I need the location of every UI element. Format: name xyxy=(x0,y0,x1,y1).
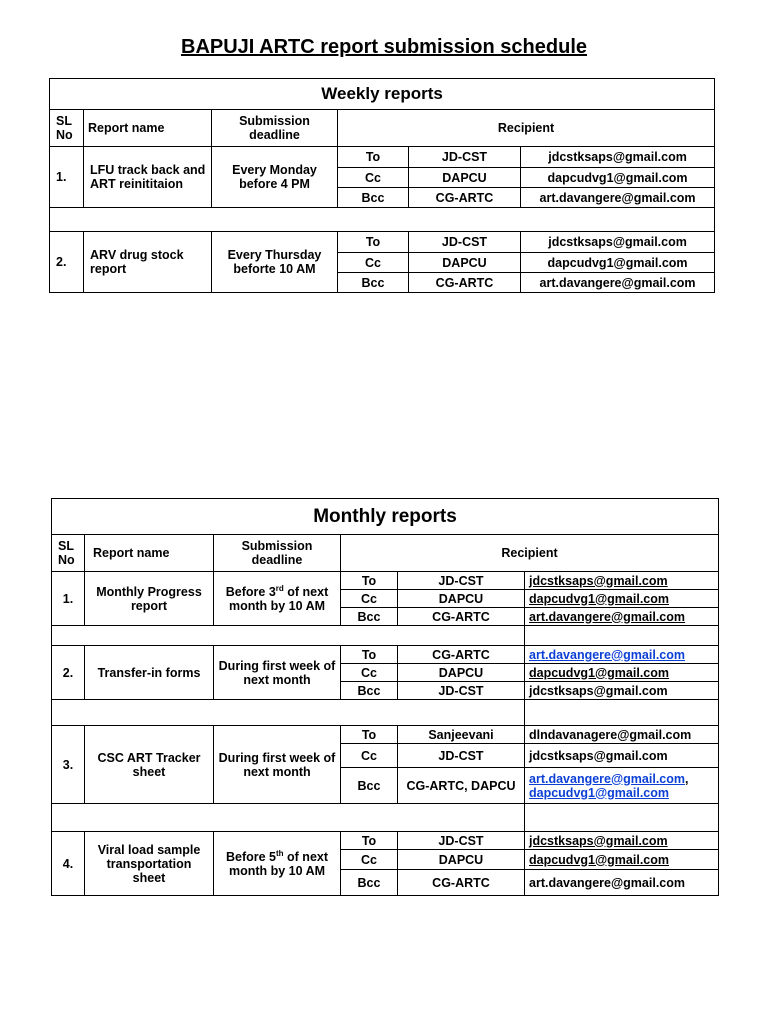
recipient-org: CG-ARTC xyxy=(409,273,521,293)
recipient-type: Cc xyxy=(341,744,398,768)
recipient-org: JD-CST xyxy=(398,832,525,850)
recipient-org: JD-CST xyxy=(409,147,521,168)
header-report-name: Report name xyxy=(84,110,212,147)
header-report-name: Report name xyxy=(85,535,214,572)
recipient-org: JD-CST xyxy=(398,572,525,590)
recipient-type: To xyxy=(341,726,398,744)
recipient-org: CG-ARTC, DAPCU xyxy=(398,768,525,804)
recipient-type: To xyxy=(341,572,398,590)
sl-number: 1. xyxy=(52,572,85,626)
spacer-row xyxy=(52,700,525,726)
recipient-type: Cc xyxy=(341,664,398,682)
deadline-ordinal: rd xyxy=(275,583,284,593)
recipient-org: DAPCU xyxy=(398,850,525,870)
recipient-email[interactable]: dapcudvg1@gmail.com xyxy=(525,850,719,870)
submission-deadline: During first week of next month xyxy=(214,726,341,804)
recipient-email[interactable]: art.davangere@gmail.com xyxy=(525,646,719,664)
deadline-ordinal: th xyxy=(276,848,284,858)
header-sl-no: SL No xyxy=(50,110,84,147)
spacer-row xyxy=(50,208,715,232)
recipient-type: To xyxy=(338,147,409,168)
recipient-type: Bcc xyxy=(341,608,398,626)
recipient-type: Cc xyxy=(341,850,398,870)
recipient-email-list xyxy=(525,768,719,804)
recipient-email[interactable]: art.davangere@gmail.com xyxy=(529,771,685,786)
header-recipient: Recipient xyxy=(338,110,715,147)
recipient-email[interactable]: dapcudvg1@gmail.com xyxy=(521,253,715,273)
recipient-email[interactable]: art.davangere@gmail.com xyxy=(521,273,715,293)
sl-number: 3. xyxy=(52,726,85,804)
sl-number: 1. xyxy=(50,147,84,208)
recipient-type: Bcc xyxy=(341,768,398,804)
recipient-type: Bcc xyxy=(338,188,409,208)
table-row xyxy=(50,147,715,168)
recipient-email[interactable]: jdcstksaps@gmail.com xyxy=(525,832,719,850)
recipient-email[interactable]: art.davangere@gmail.com xyxy=(525,608,719,626)
submission-deadline: Every Thursday beforte 10 AM xyxy=(212,232,338,293)
submission-deadline xyxy=(214,832,341,896)
recipient-email[interactable]: art.davangere@gmail.com xyxy=(525,870,719,896)
recipient-email[interactable]: dapcudvg1@gmail.com xyxy=(521,168,715,188)
sl-number: 2. xyxy=(52,646,85,700)
recipient-type: Cc xyxy=(338,168,409,188)
recipient-org: CG-ARTC xyxy=(398,646,525,664)
monthly-reports-table xyxy=(51,498,719,896)
report-name: ARV drug stock report xyxy=(84,232,212,293)
recipient-type: Cc xyxy=(341,590,398,608)
recipient-org: CG-ARTC xyxy=(398,870,525,896)
recipient-email[interactable]: dlndavanagere@gmail.com xyxy=(525,726,719,744)
deadline-text: of next month by 10 AM xyxy=(228,584,329,613)
recipient-org: JD-CST xyxy=(398,744,525,768)
spacer-row xyxy=(52,626,525,646)
deadline-text: Before 5 xyxy=(225,849,276,864)
deadline-text: Before 3 xyxy=(225,584,276,599)
report-name: Transfer-in forms xyxy=(85,646,214,700)
spacer-row xyxy=(52,804,525,832)
submission-deadline xyxy=(214,572,341,626)
report-name: CSC ART Tracker sheet xyxy=(85,726,214,804)
spacer-cell xyxy=(525,626,719,646)
recipient-type: Bcc xyxy=(341,682,398,700)
recipient-org: DAPCU xyxy=(398,590,525,608)
report-name: Viral load sample transportation sheet xyxy=(85,832,214,896)
report-name: Monthly Progress report xyxy=(85,572,214,626)
spacer-cell xyxy=(525,804,719,832)
recipient-type: To xyxy=(341,646,398,664)
sl-number: 4. xyxy=(52,832,85,896)
recipient-email[interactable]: dapcudvg1@gmail.com xyxy=(525,664,719,682)
weekly-caption: Weekly reports xyxy=(50,79,715,110)
recipient-email[interactable]: jdcstksaps@gmail.com xyxy=(525,744,719,768)
sl-number: 2. xyxy=(50,232,84,293)
recipient-type: Bcc xyxy=(338,273,409,293)
table-row xyxy=(52,646,719,664)
recipient-type: Cc xyxy=(338,253,409,273)
recipient-org: DAPCU xyxy=(409,253,521,273)
recipient-org: Sanjeevani xyxy=(398,726,525,744)
recipient-org: DAPCU xyxy=(398,664,525,682)
weekly-reports-table xyxy=(49,78,715,293)
recipient-org: DAPCU xyxy=(409,168,521,188)
recipient-email[interactable]: jdcstksaps@gmail.com xyxy=(521,232,715,253)
recipient-type: Bcc xyxy=(341,870,398,896)
header-deadline: Submission deadline xyxy=(212,110,338,147)
table-row xyxy=(52,572,719,590)
table-row xyxy=(52,832,719,850)
recipient-org: JD-CST xyxy=(398,682,525,700)
header-sl-no: SL No xyxy=(52,535,85,572)
recipient-type: To xyxy=(338,232,409,253)
table-row xyxy=(50,232,715,253)
recipient-email[interactable]: jdcstksaps@gmail.com xyxy=(521,147,715,168)
recipient-email[interactable]: dapcudvg1@gmail.com xyxy=(525,590,719,608)
header-deadline: Submission deadline xyxy=(214,535,341,572)
deadline-text: of next month by 10 AM xyxy=(228,849,329,878)
submission-deadline: Every Monday before 4 PM xyxy=(212,147,338,208)
email-separator: , xyxy=(685,771,689,786)
recipient-email[interactable]: art.davangere@gmail.com xyxy=(521,188,715,208)
spacer-cell xyxy=(525,700,719,726)
recipient-org: JD-CST xyxy=(409,232,521,253)
recipient-email[interactable]: jdcstksaps@gmail.com xyxy=(525,572,719,590)
recipient-email[interactable]: jdcstksaps@gmail.com xyxy=(525,682,719,700)
recipient-org: CG-ARTC xyxy=(409,188,521,208)
report-name: LFU track back and ART reinititaion xyxy=(84,147,212,208)
monthly-caption: Monthly reports xyxy=(52,499,719,535)
recipient-org: CG-ARTC xyxy=(398,608,525,626)
document-title: BAPUJI ARTC report submission schedule xyxy=(181,36,587,58)
recipient-email[interactable]: dapcudvg1@gmail.com xyxy=(529,785,669,800)
recipient-type: To xyxy=(341,832,398,850)
header-recipient: Recipient xyxy=(341,535,719,572)
table-row xyxy=(52,726,719,744)
submission-deadline: During first week of next month xyxy=(214,646,341,700)
